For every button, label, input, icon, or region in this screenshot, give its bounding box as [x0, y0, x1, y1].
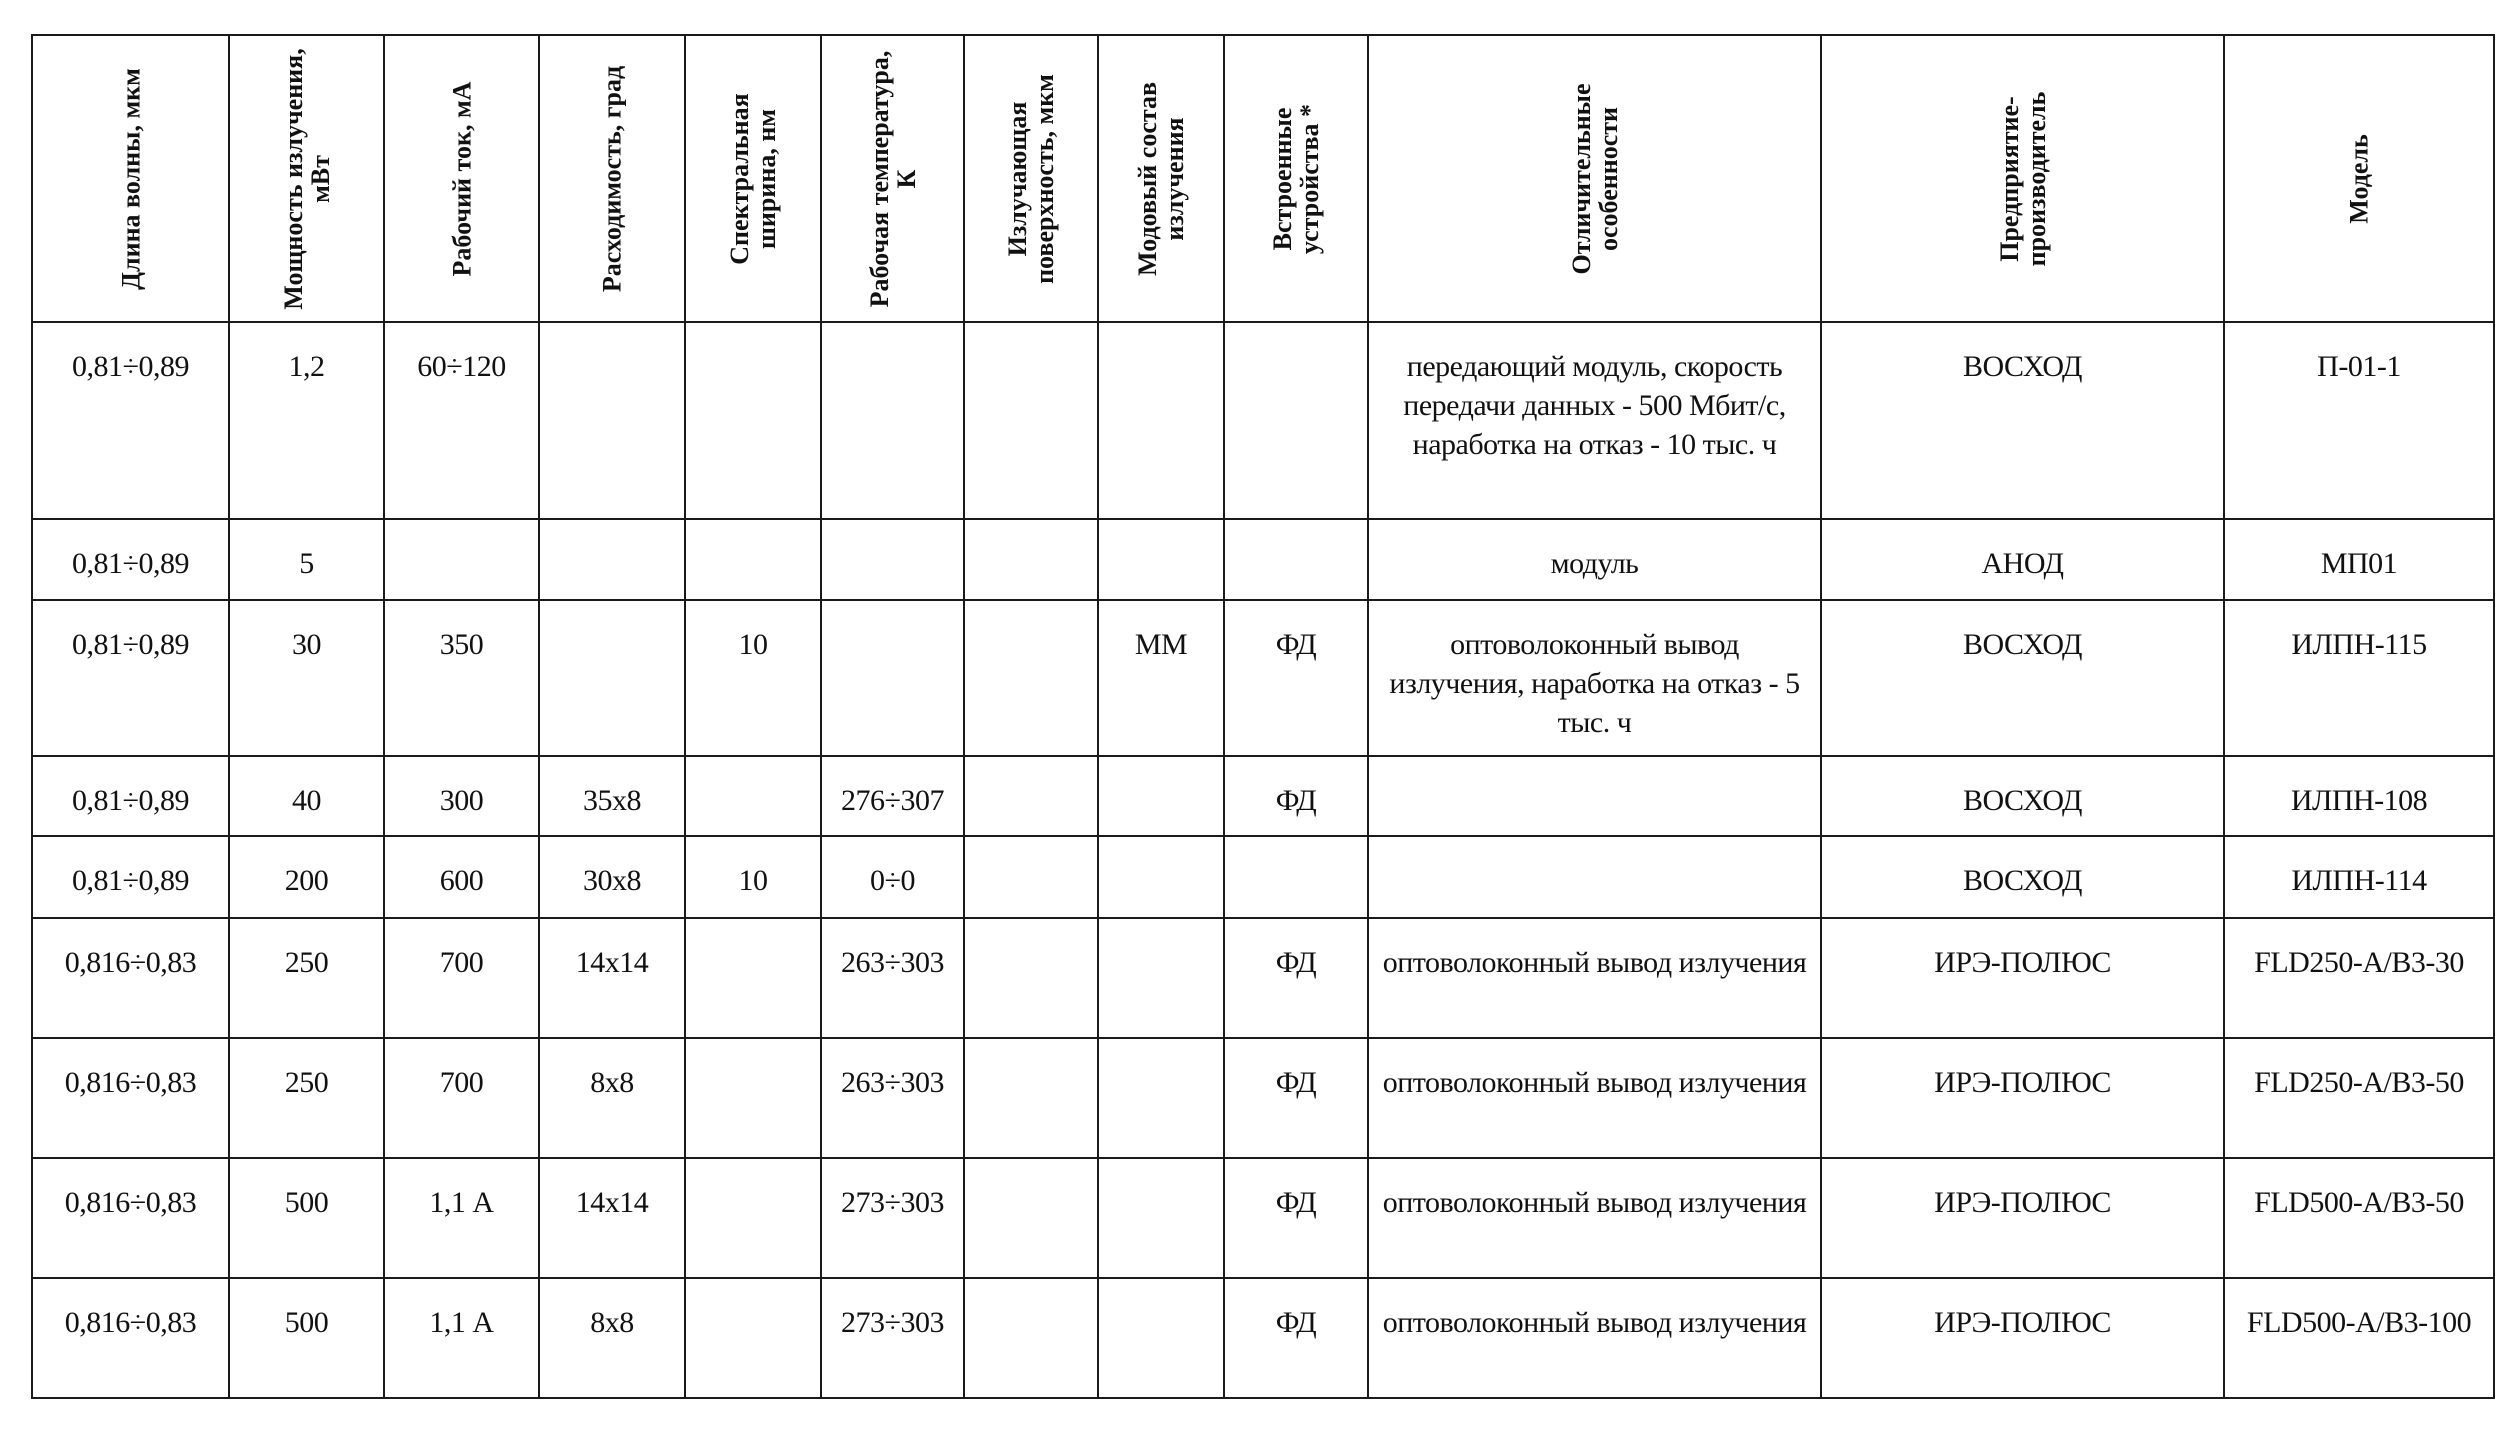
divergence-value: [540, 323, 684, 347]
cell-model: [2224, 756, 2494, 836]
model-value: МП01: [2320, 547, 2398, 580]
table-row: [32, 836, 2494, 918]
cell-divergence: [539, 1038, 685, 1158]
wavelength-value: 0,816÷0,83: [64, 946, 197, 979]
cell-power: [229, 756, 384, 836]
spectral-width-value: [686, 1039, 820, 1063]
mode-composition-value: [1099, 1279, 1223, 1303]
current-value: 350: [439, 628, 484, 661]
cell-wavelength: [32, 322, 229, 519]
emitting-surface-value: [965, 1039, 1097, 1063]
cell-emitting-surface: [964, 519, 1098, 600]
cell-features: [1368, 600, 1821, 756]
header-mode-composition-label: Модовый состав излучения: [1133, 81, 1189, 276]
built-in-devices-value: ФД: [1275, 784, 1317, 817]
cell-features: [1368, 322, 1821, 519]
temperature-value: [822, 323, 963, 347]
emitting-surface-value: [965, 323, 1097, 347]
emitting-surface-value: [965, 919, 1097, 943]
emitting-surface-value: [965, 757, 1097, 781]
manufacturer-value: ВОСХОД: [1962, 864, 2083, 897]
cell-temperature: [821, 918, 964, 1038]
cell-wavelength: [32, 756, 229, 836]
cell-current: [384, 600, 539, 756]
emitting-surface-value: [965, 1279, 1097, 1303]
cell-mode-composition: [1098, 918, 1224, 1038]
mode-composition-value: [1099, 757, 1223, 781]
cell-current: [384, 322, 539, 519]
power-value: 1,2: [288, 350, 325, 383]
current-value: 700: [439, 946, 484, 979]
wavelength-value: 0,81÷0,89: [72, 350, 189, 383]
model-value: FLD500-A/B3-50: [2254, 1186, 2464, 1219]
cell-current: [384, 519, 539, 600]
cell-spectral-width: [685, 756, 821, 836]
spectral-width-value: 10: [738, 628, 768, 661]
cell-mode-composition: [1098, 1038, 1224, 1158]
spectral-width-value: 10: [738, 864, 768, 897]
cell-features: [1368, 1158, 1821, 1278]
spectral-width-value: [686, 1159, 820, 1183]
cell-spectral-width: [685, 600, 821, 756]
header-temperature-label: Рабочая температура, К: [864, 50, 921, 307]
cell-power: [229, 600, 384, 756]
header-power: [229, 35, 384, 322]
temperature-value: 273÷303: [841, 1306, 944, 1339]
cell-model: [2224, 519, 2494, 600]
header-model-label: Модель: [2344, 133, 2374, 224]
power-value: 500: [284, 1306, 329, 1339]
cell-temperature: [821, 1158, 964, 1278]
power-value: 500: [284, 1186, 329, 1219]
cell-model: [2224, 322, 2494, 519]
table-row: [32, 756, 2494, 836]
header-features: [1368, 35, 1821, 322]
cell-wavelength: [32, 600, 229, 756]
cell-features: [1368, 836, 1821, 918]
spectral-width-value: [686, 323, 820, 347]
cell-emitting-surface: [964, 756, 1098, 836]
built-in-devices-value: [1225, 323, 1367, 347]
cell-wavelength: [32, 1038, 229, 1158]
cell-temperature: [821, 1038, 964, 1158]
cell-built-in-devices: [1224, 1038, 1368, 1158]
cell-current: [384, 1038, 539, 1158]
power-value: 200: [284, 864, 329, 897]
current-value: 300: [439, 784, 484, 817]
cell-built-in-devices: [1224, 1158, 1368, 1278]
header-emitting-surface-label: Излучающая поверхность, мкм: [1003, 73, 1059, 284]
cell-divergence: [539, 836, 685, 918]
features-value: [1369, 837, 1820, 861]
manufacturer-value: АНОД: [1981, 547, 2064, 580]
mode-composition-value: [1099, 919, 1223, 943]
mode-composition-value: [1099, 1159, 1223, 1183]
cell-manufacturer: [1821, 1278, 2224, 1398]
cell-mode-composition: [1098, 756, 1224, 836]
mode-composition-value: [1099, 837, 1223, 861]
emitting-surface-value: [965, 1159, 1097, 1183]
temperature-value: 0÷0: [870, 864, 915, 897]
cell-model: [2224, 836, 2494, 918]
features-value: передающий модуль, скорость передачи данных - 500 Мбит/с, наработка на отказ - 10 тыс. ч: [1403, 350, 1786, 461]
cell-features: [1368, 1038, 1821, 1158]
cell-manufacturer: [1821, 1038, 2224, 1158]
cell-divergence: [539, 918, 685, 1038]
manufacturer-value: ВОСХОД: [1962, 784, 2083, 817]
manufacturer-value: ИРЭ-ПОЛЮС: [1934, 1306, 2111, 1339]
cell-spectral-width: [685, 322, 821, 519]
cell-spectral-width: [685, 918, 821, 1038]
cell-temperature: [821, 836, 964, 918]
cell-manufacturer: [1821, 836, 2224, 918]
cell-manufacturer: [1821, 322, 2224, 519]
wavelength-value: 0,81÷0,89: [72, 547, 189, 580]
mode-composition-value: [1099, 323, 1223, 347]
manufacturer-value: ИРЭ-ПОЛЮС: [1934, 946, 2111, 979]
model-value: ИЛПН-108: [2290, 784, 2428, 817]
wavelength-value: 0,81÷0,89: [72, 628, 189, 661]
cell-features: [1368, 756, 1821, 836]
cell-spectral-width: [685, 1278, 821, 1398]
model-value: FLD250-A/B3-30: [2254, 946, 2464, 979]
cell-power: [229, 918, 384, 1038]
laser-specs-table: [31, 34, 2495, 1399]
cell-manufacturer: [1821, 600, 2224, 756]
temperature-value: [822, 520, 963, 544]
divergence-value: 14x14: [575, 1186, 649, 1219]
temperature-value: 263÷303: [841, 1066, 944, 1099]
cell-emitting-surface: [964, 1038, 1098, 1158]
manufacturer-value: ВОСХОД: [1962, 350, 2083, 383]
model-value: FLD250-A/B3-50: [2254, 1066, 2464, 1099]
table-row: [32, 600, 2494, 756]
current-value: 1,1 А: [429, 1186, 494, 1219]
cell-built-in-devices: [1224, 519, 1368, 600]
built-in-devices-value: [1225, 520, 1367, 544]
header-divergence: [539, 35, 685, 322]
cell-model: [2224, 918, 2494, 1038]
header-temperature: [821, 35, 964, 322]
manufacturer-value: ИРЭ-ПОЛЮС: [1934, 1186, 2111, 1219]
cell-model: [2224, 600, 2494, 756]
header-spectral-width-label: Спектральная ширина, нм: [725, 92, 781, 265]
header-power-label: Мощность излучения, мВт: [278, 47, 335, 310]
table-row: [32, 1278, 2494, 1398]
features-value: оптоволоконный вывод излучения: [1382, 1186, 1807, 1219]
wavelength-value: 0,81÷0,89: [72, 784, 189, 817]
header-spectral-width: [685, 35, 821, 322]
cell-features: [1368, 1278, 1821, 1398]
cell-power: [229, 836, 384, 918]
cell-wavelength: [32, 918, 229, 1038]
power-value: 5: [299, 547, 314, 580]
header-current-label: Рабочий ток, мА: [447, 81, 476, 276]
wavelength-value: 0,81÷0,89: [72, 864, 189, 897]
cell-emitting-surface: [964, 836, 1098, 918]
cell-built-in-devices: [1224, 322, 1368, 519]
cell-divergence: [539, 600, 685, 756]
table-row: [32, 519, 2494, 600]
cell-current: [384, 1278, 539, 1398]
cell-spectral-width: [685, 1038, 821, 1158]
mode-composition-value: [1099, 1039, 1223, 1063]
features-value: оптоволоконный вывод излучения, наработка на отказ - 5 тыс. ч: [1389, 628, 1800, 739]
cell-features: [1368, 519, 1821, 600]
header-manufacturer-label: Предприятие-производитель: [1994, 91, 2051, 266]
wavelength-value: 0,816÷0,83: [64, 1306, 197, 1339]
header-model: [2224, 35, 2494, 322]
current-value: [385, 520, 538, 544]
model-value: ИЛПН-114: [2291, 864, 2427, 897]
cell-manufacturer: [1821, 1158, 2224, 1278]
divergence-value: [540, 520, 684, 544]
power-value: 40: [292, 784, 321, 817]
cell-wavelength: [32, 519, 229, 600]
built-in-devices-value: ФД: [1275, 1186, 1317, 1219]
cell-current: [384, 756, 539, 836]
cell-mode-composition: [1098, 1278, 1224, 1398]
features-value: оптоволоконный вывод излучения: [1382, 1066, 1807, 1099]
cell-temperature: [821, 322, 964, 519]
cell-current: [384, 918, 539, 1038]
cell-spectral-width: [685, 519, 821, 600]
built-in-devices-value: ФД: [1275, 1306, 1317, 1339]
cell-built-in-devices: [1224, 836, 1368, 918]
cell-power: [229, 1278, 384, 1398]
header-built-in-devices: [1224, 35, 1368, 322]
model-value: FLD500-A/B3-100: [2246, 1306, 2472, 1339]
cell-mode-composition: [1098, 1158, 1224, 1278]
wavelength-value: 0,816÷0,83: [64, 1066, 197, 1099]
current-value: 1,1 А: [429, 1306, 494, 1339]
cell-mode-composition: [1098, 519, 1224, 600]
cell-power: [229, 1038, 384, 1158]
cell-divergence: [539, 519, 685, 600]
header-emitting-surface: [964, 35, 1098, 322]
divergence-value: 8x8: [590, 1066, 634, 1099]
cell-temperature: [821, 1278, 964, 1398]
cell-temperature: [821, 600, 964, 756]
header-wavelength-label: Длина волны, мкм: [116, 67, 145, 290]
mode-composition-value: ММ: [1134, 628, 1188, 661]
power-value: 30: [292, 628, 321, 661]
features-value: [1369, 757, 1820, 781]
mode-composition-value: [1099, 520, 1223, 544]
cell-spectral-width: [685, 836, 821, 918]
features-value: оптоволоконный вывод излучения: [1382, 946, 1807, 979]
cell-wavelength: [32, 1278, 229, 1398]
features-value: оптоволоконный вывод излучения: [1382, 1306, 1807, 1339]
cell-divergence: [539, 322, 685, 519]
current-value: 700: [439, 1066, 484, 1099]
cell-emitting-surface: [964, 918, 1098, 1038]
divergence-value: 14x14: [575, 946, 649, 979]
built-in-devices-value: ФД: [1275, 946, 1317, 979]
table-row: [32, 918, 2494, 1038]
table-row: [32, 1158, 2494, 1278]
cell-model: [2224, 1038, 2494, 1158]
emitting-surface-value: [965, 520, 1097, 544]
cell-divergence: [539, 756, 685, 836]
cell-manufacturer: [1821, 918, 2224, 1038]
cell-temperature: [821, 519, 964, 600]
cell-wavelength: [32, 836, 229, 918]
temperature-value: [822, 601, 963, 625]
cell-temperature: [821, 756, 964, 836]
divergence-value: 30x8: [583, 864, 641, 897]
cell-current: [384, 836, 539, 918]
spectral-width-value: [686, 1279, 820, 1303]
divergence-value: [540, 601, 684, 625]
cell-current: [384, 1158, 539, 1278]
divergence-value: 35x8: [583, 784, 641, 817]
header-current: [384, 35, 539, 322]
header-row: [32, 35, 2494, 322]
cell-divergence: [539, 1278, 685, 1398]
spectral-width-value: [686, 520, 820, 544]
cell-spectral-width: [685, 1158, 821, 1278]
power-value: 250: [284, 1066, 329, 1099]
current-value: 600: [439, 864, 484, 897]
cell-emitting-surface: [964, 322, 1098, 519]
model-value: П-01-1: [2317, 350, 2401, 383]
cell-built-in-devices: [1224, 1278, 1368, 1398]
temperature-value: 276÷307: [841, 784, 944, 817]
built-in-devices-value: [1225, 837, 1367, 861]
cell-model: [2224, 1158, 2494, 1278]
header-wavelength: [32, 35, 229, 322]
cell-emitting-surface: [964, 1278, 1098, 1398]
header-mode-composition: [1098, 35, 1224, 322]
header-divergence-label: Расходимость, град: [597, 65, 627, 292]
header-manufacturer: [1821, 35, 2224, 322]
cell-model: [2224, 1278, 2494, 1398]
header-built-in-devices-label: Встроенные устройства *: [1268, 103, 1324, 254]
temperature-value: 263÷303: [841, 946, 944, 979]
manufacturer-value: ВОСХОД: [1962, 628, 2083, 661]
cell-mode-composition: [1098, 322, 1224, 519]
power-value: 250: [284, 946, 329, 979]
cell-manufacturer: [1821, 756, 2224, 836]
emitting-surface-value: [965, 601, 1097, 625]
model-value: ИЛПН-115: [2291, 628, 2427, 661]
cell-built-in-devices: [1224, 918, 1368, 1038]
cell-power: [229, 1158, 384, 1278]
divergence-value: 8x8: [590, 1306, 634, 1339]
header-features-label: Отличительные особенности: [1566, 82, 1623, 275]
spectral-width-value: [686, 919, 820, 943]
cell-wavelength: [32, 1158, 229, 1278]
built-in-devices-value: ФД: [1275, 628, 1317, 661]
features-value: модуль: [1550, 547, 1639, 580]
cell-built-in-devices: [1224, 600, 1368, 756]
wavelength-value: 0,816÷0,83: [64, 1186, 197, 1219]
table-row: [32, 1038, 2494, 1158]
spectral-width-value: [686, 757, 820, 781]
cell-emitting-surface: [964, 1158, 1098, 1278]
current-value: 60÷120: [417, 350, 506, 383]
cell-power: [229, 519, 384, 600]
cell-built-in-devices: [1224, 756, 1368, 836]
cell-mode-composition: [1098, 836, 1224, 918]
cell-manufacturer: [1821, 519, 2224, 600]
cell-divergence: [539, 1158, 685, 1278]
built-in-devices-value: ФД: [1275, 1066, 1317, 1099]
cell-power: [229, 322, 384, 519]
cell-mode-composition: [1098, 600, 1224, 756]
cell-features: [1368, 918, 1821, 1038]
temperature-value: 273÷303: [841, 1186, 944, 1219]
manufacturer-value: ИРЭ-ПОЛЮС: [1934, 1066, 2111, 1099]
table-row: [32, 322, 2494, 519]
cell-emitting-surface: [964, 600, 1098, 756]
emitting-surface-value: [965, 837, 1097, 861]
